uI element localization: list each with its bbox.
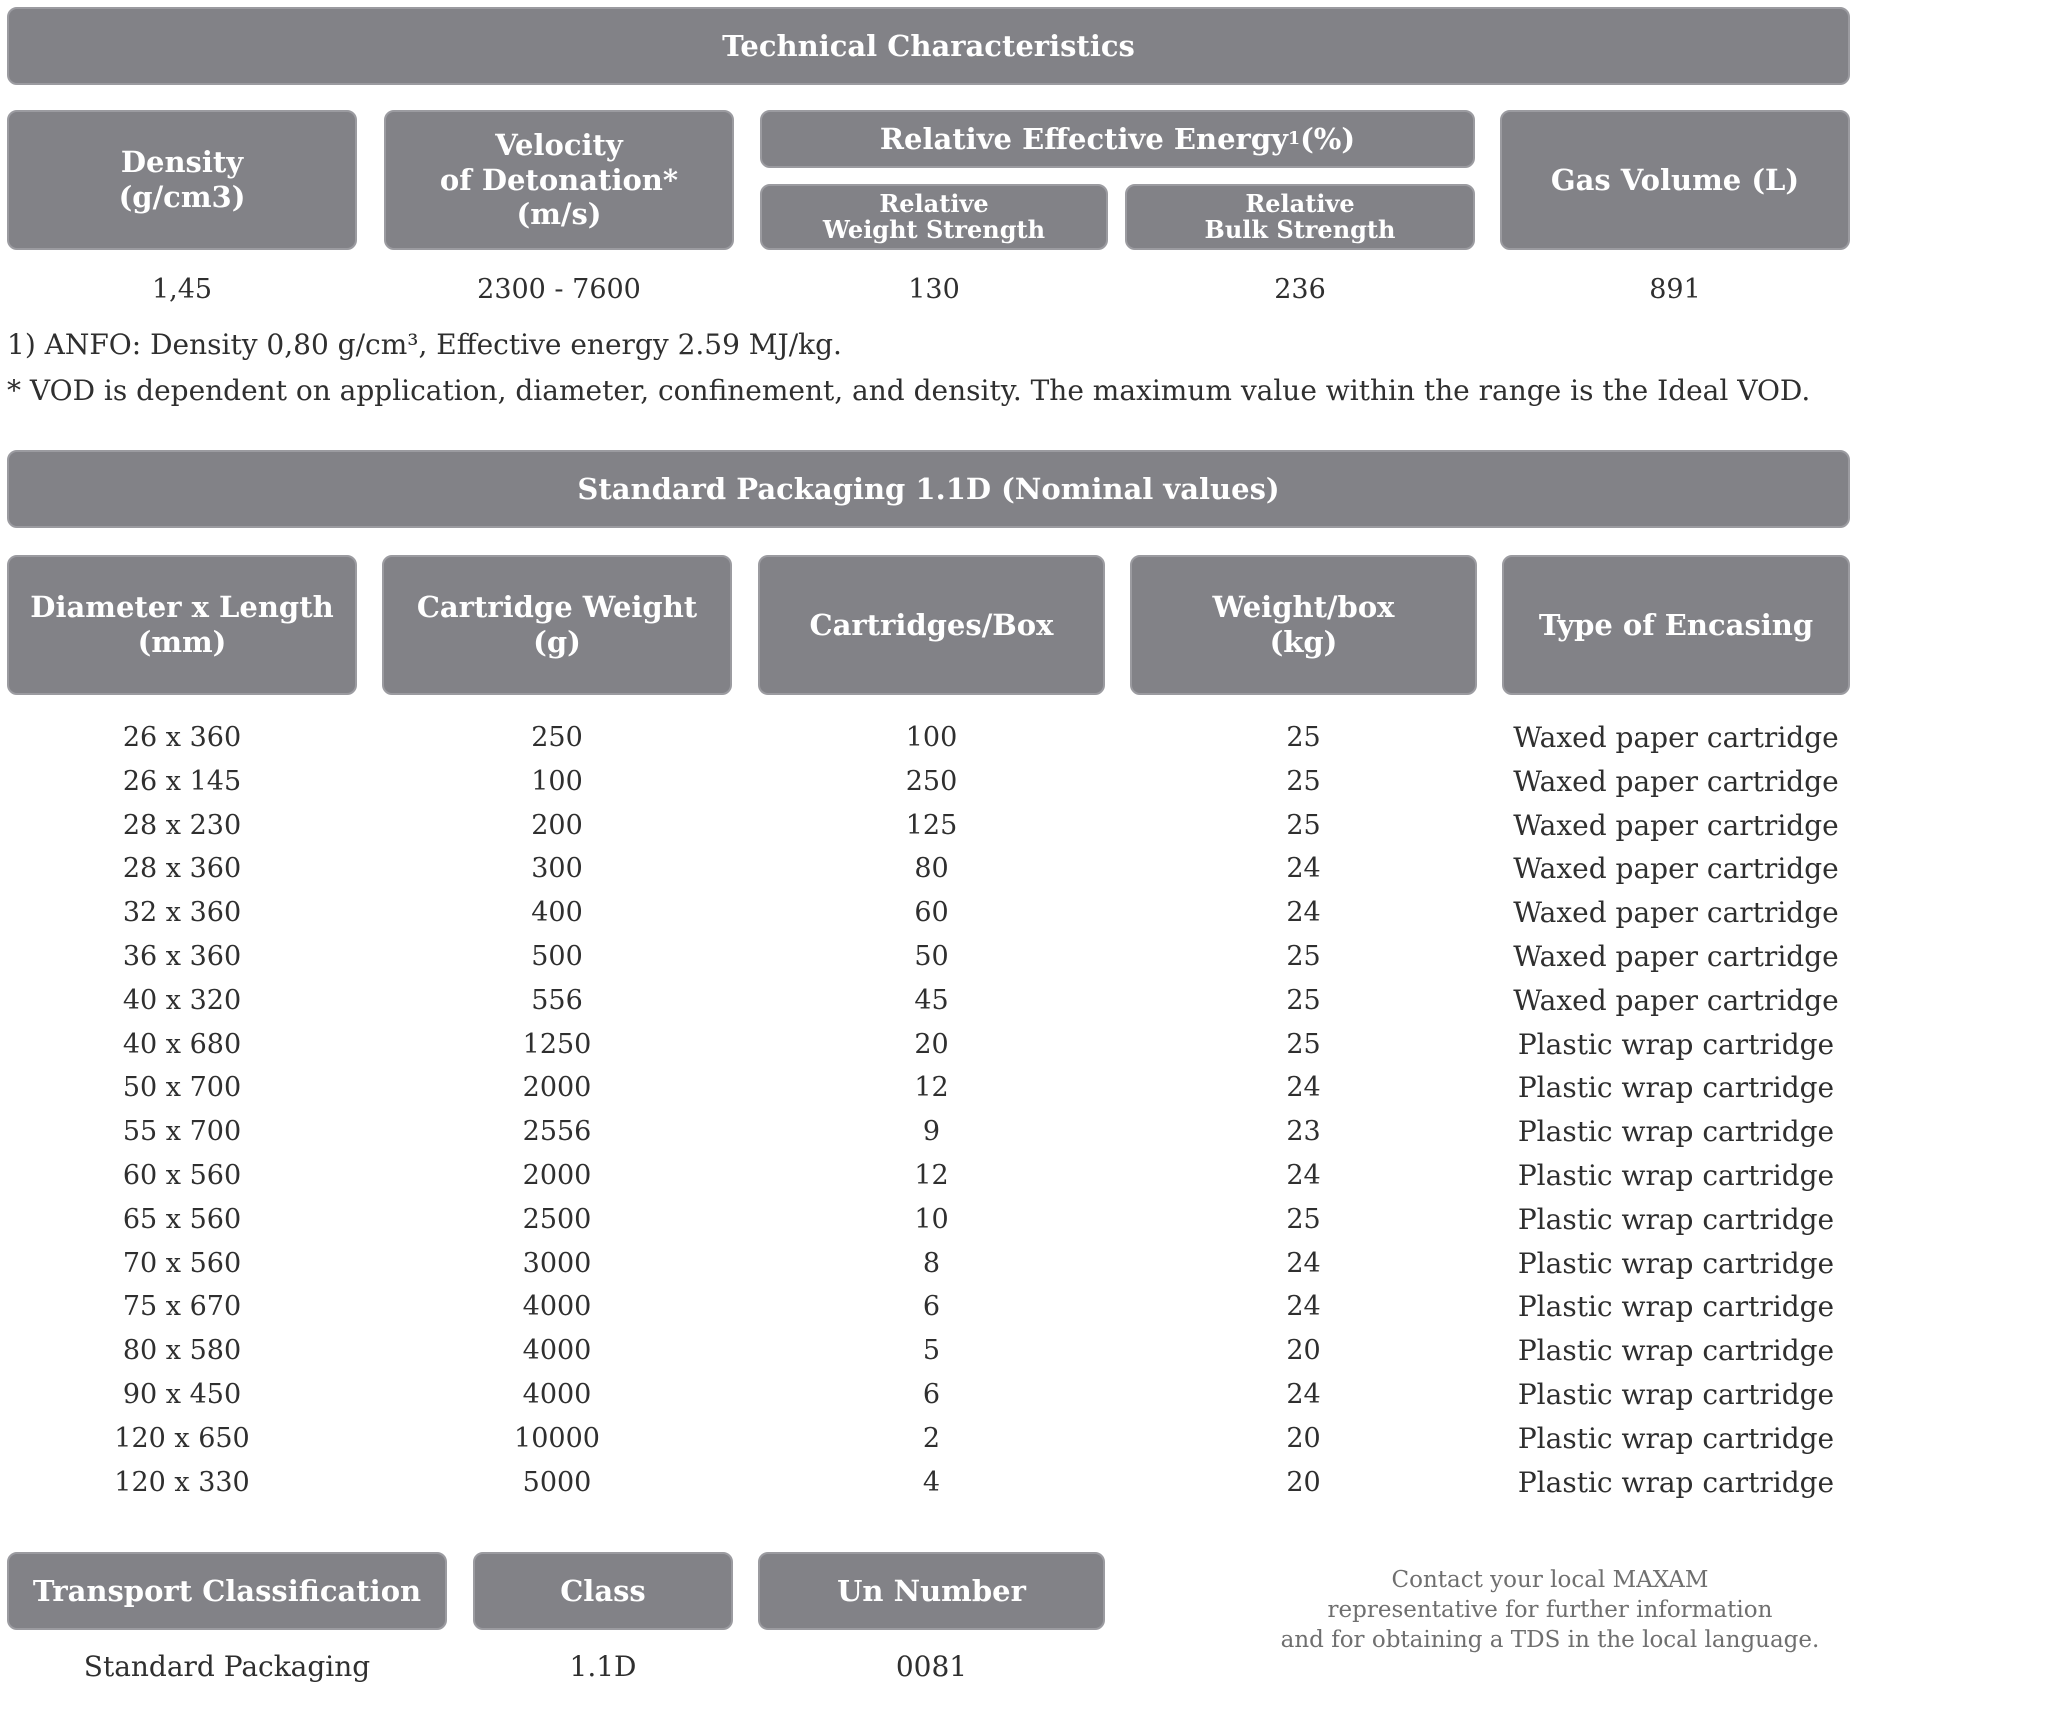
density-value: 1,45: [151, 274, 213, 305]
cell-type-of-encasing: Waxed paper cartridge: [1513, 983, 1839, 1017]
cell-cartridges-box: 50: [914, 941, 949, 972]
cell-diameter-length: 40 x 320: [122, 984, 242, 1016]
table-row: [0, 891, 1850, 935]
cell-diameter-length: 55 x 700: [122, 1116, 242, 1148]
rws-value: 130: [908, 274, 960, 305]
cell-weight-box: 25: [1286, 984, 1321, 1016]
table-row: [0, 1198, 1850, 1242]
contact-line-2: representative for further information: [1327, 1596, 1773, 1623]
transport-classification-value: Standard Packaging: [83, 1650, 371, 1683]
cell-cartridges-box: 125: [905, 809, 958, 841]
vod-label-line2: of Detonation*: [439, 162, 679, 197]
cell-diameter-length: 40 x 680: [122, 1028, 242, 1060]
cell-weight-box: 24: [1286, 1291, 1321, 1323]
col-header-cartridge-weight: [382, 555, 732, 695]
technical-characteristics-header: [7, 7, 1850, 85]
cell-weight-box: 25: [1286, 722, 1321, 753]
contact-note: [1260, 1566, 1840, 1656]
cell-cartridge-weight: 4000: [522, 1291, 592, 1323]
table-row: [0, 1110, 1850, 1154]
cell-diameter-length: 26 x 360: [122, 722, 242, 753]
table-row: [0, 760, 1850, 804]
cell-diameter-length: 32 x 360: [122, 897, 242, 929]
table-row: [0, 847, 1850, 891]
col-header-type-of-encasing-label: Type of Encasing: [1538, 607, 1814, 642]
cell-weight-box: 24: [1286, 1379, 1321, 1410]
footnote-anfo: 1) ANFO: Density 0,80 g/cm³, Effective energy 2.59 MJ/kg.: [7, 328, 842, 361]
col-header-diameter-length: [7, 555, 357, 695]
table-row: [0, 1417, 1850, 1461]
relative-weight-strength-header: [760, 184, 1108, 250]
gas-volume-value: 891: [1649, 274, 1701, 305]
table-row: [0, 1285, 1850, 1329]
cell-cartridge-weight: 100: [531, 765, 583, 797]
table-row: [0, 1066, 1850, 1110]
cell-cartridges-box: 10: [914, 1203, 949, 1235]
transport-classification-header: [7, 1552, 447, 1630]
cell-cartridges-box: 100: [905, 722, 958, 753]
gas-volume-header: [1500, 110, 1850, 250]
col-header-weight-box-unit: (kg): [1269, 625, 1338, 659]
table-row: [0, 1373, 1850, 1417]
cell-diameter-length: 90 x 450: [122, 1379, 242, 1410]
cell-weight-box: 24: [1286, 1072, 1321, 1104]
cell-cartridges-box: 60: [914, 897, 949, 929]
cell-cartridge-weight: 4000: [522, 1335, 592, 1367]
cell-cartridge-weight: 1250: [522, 1028, 592, 1060]
cell-cartridges-box: 8: [922, 1247, 941, 1279]
cell-type-of-encasing: Waxed paper cartridge: [1513, 852, 1839, 886]
rbs-label-line1: Relative: [1245, 188, 1355, 218]
rws-label-line2: Weight Strength: [822, 215, 1046, 244]
contact-line-1: Contact your local MAXAM: [1391, 1567, 1709, 1593]
table-row: [0, 716, 1850, 760]
gas-volume-label: Gas Volume (L): [1550, 162, 1800, 197]
standard-packaging-title: Standard Packaging 1.1D (Nominal values): [577, 471, 1280, 506]
table-row: [0, 1154, 1850, 1198]
relative-effective-energy-header: [760, 110, 1475, 168]
col-header-cartridges-box-label: Cartridges/Box: [809, 607, 1054, 642]
cell-type-of-encasing: Plastic wrap cartridge: [1517, 1465, 1835, 1499]
density-unit: (g/cm3): [118, 180, 246, 214]
cell-type-of-encasing: Plastic wrap cartridge: [1517, 1159, 1835, 1192]
cell-diameter-length: 70 x 560: [122, 1247, 242, 1279]
cell-type-of-encasing: Plastic wrap cartridge: [1517, 1334, 1835, 1368]
cell-diameter-length: 75 x 670: [122, 1291, 242, 1323]
class-header: [473, 1552, 733, 1630]
cell-weight-box: 23: [1286, 1116, 1321, 1148]
cell-weight-box: 20: [1286, 1422, 1321, 1454]
col-header-cartridge-weight-unit: (g): [533, 625, 581, 659]
cell-cartridges-box: 250: [905, 765, 958, 797]
cell-type-of-encasing: Plastic wrap cartridge: [1517, 1290, 1835, 1324]
cell-cartridges-box: 12: [914, 1072, 949, 1104]
cell-cartridge-weight: 2500: [522, 1203, 592, 1235]
transport-classification-label: Transport Classification: [32, 1573, 422, 1608]
contact-line-3: and for obtaining a TDS in the local language.: [1280, 1626, 1820, 1653]
col-header-diameter-length-unit: (mm): [137, 625, 227, 659]
cell-weight-box: 25: [1286, 1203, 1321, 1235]
un-number-header: [758, 1552, 1105, 1630]
cell-type-of-encasing: Waxed paper cartridge: [1513, 940, 1839, 973]
cell-type-of-encasing: Plastic wrap cartridge: [1517, 1115, 1835, 1149]
cell-type-of-encasing: Waxed paper cartridge: [1513, 764, 1839, 798]
cell-cartridge-weight: 556: [531, 984, 583, 1016]
un-number-value: 0081: [895, 1650, 968, 1683]
ree-label: Relative Effective Energy: [879, 121, 1288, 156]
cell-cartridge-weight: 2000: [522, 1160, 592, 1191]
cell-weight-box: 24: [1286, 1160, 1321, 1191]
cell-cartridges-box: 80: [914, 853, 949, 885]
table-row: [0, 935, 1850, 979]
cell-diameter-length: 28 x 360: [122, 853, 242, 885]
col-header-cartridges-box: [758, 555, 1105, 695]
vod-header: [384, 110, 734, 250]
cell-cartridge-weight: 300: [531, 853, 583, 885]
cell-type-of-encasing: Plastic wrap cartridge: [1517, 1246, 1835, 1280]
cell-cartridges-box: 20: [914, 1028, 949, 1060]
rbs-label-line2: Bulk Strength: [1204, 215, 1396, 244]
cell-cartridges-box: 2: [922, 1422, 941, 1454]
cell-diameter-length: 50 x 700: [122, 1072, 242, 1104]
cell-cartridge-weight: 5000: [522, 1466, 592, 1498]
relative-bulk-strength-header: [1125, 184, 1475, 250]
rbs-value: 236: [1274, 274, 1326, 305]
ree-footnote-marker: 1: [1287, 128, 1301, 149]
cell-cartridge-weight: 200: [531, 809, 583, 841]
cell-diameter-length: 120 x 650: [114, 1422, 250, 1454]
cell-cartridges-box: 6: [922, 1379, 941, 1410]
cell-diameter-length: 60 x 560: [122, 1160, 242, 1191]
cell-weight-box: 24: [1286, 897, 1321, 929]
vod-unit: (m/s): [516, 197, 602, 232]
table-row: [0, 804, 1850, 848]
cell-diameter-length: 120 x 330: [114, 1466, 250, 1498]
col-header-weight-box: [1130, 555, 1477, 695]
table-row: [0, 1461, 1850, 1505]
cell-weight-box: 24: [1286, 1247, 1321, 1279]
cell-type-of-encasing: Waxed paper cartridge: [1513, 896, 1839, 930]
class-label: Class: [560, 1573, 646, 1608]
cell-diameter-length: 80 x 580: [122, 1335, 242, 1367]
ree-unit: (%): [1300, 121, 1356, 156]
cell-cartridges-box: 9: [922, 1116, 941, 1148]
technical-characteristics-title: Technical Characteristics: [722, 28, 1135, 63]
cell-type-of-encasing: Waxed paper cartridge: [1513, 721, 1839, 754]
cell-weight-box: 25: [1286, 809, 1321, 841]
cell-weight-box: 25: [1286, 1028, 1321, 1060]
cell-cartridge-weight: 400: [531, 897, 583, 929]
cell-cartridges-box: 45: [914, 984, 949, 1016]
cell-cartridges-box: 4: [922, 1466, 941, 1498]
footnote-vod: * VOD is dependent on application, diameter, confinement, and density. The maximum value within the range is the Ideal VOD.: [7, 374, 1811, 407]
vod-value: 2300 - 7600: [477, 274, 641, 305]
cell-weight-box: 25: [1286, 941, 1321, 972]
cell-cartridges-box: 12: [914, 1160, 949, 1191]
cell-cartridge-weight: 250: [531, 722, 583, 753]
col-header-cartridge-weight-label: Cartridge Weight: [416, 590, 698, 625]
cell-cartridge-weight: 10000: [514, 1422, 600, 1454]
cell-type-of-encasing: Plastic wrap cartridge: [1517, 1202, 1835, 1236]
density-label: Density: [120, 145, 244, 180]
table-row: [0, 1329, 1850, 1373]
standard-packaging-header: [7, 450, 1850, 528]
vod-label-line1: Velocity: [495, 127, 623, 162]
cell-cartridges-box: 5: [922, 1335, 941, 1367]
cell-weight-box: 20: [1286, 1466, 1321, 1498]
cell-cartridge-weight: 2000: [522, 1072, 592, 1104]
col-header-type-of-encasing: [1502, 555, 1850, 695]
cell-diameter-length: 36 x 360: [122, 941, 242, 972]
cell-type-of-encasing: Plastic wrap cartridge: [1517, 1071, 1835, 1105]
cell-type-of-encasing: Plastic wrap cartridge: [1517, 1378, 1835, 1411]
cell-weight-box: 24: [1286, 853, 1321, 885]
col-header-diameter-length-label: Diameter x Length: [30, 590, 334, 625]
col-header-weight-box-label: Weight/box: [1212, 590, 1395, 625]
cell-cartridges-box: 6: [922, 1291, 941, 1323]
rws-label-line1: Relative: [879, 188, 989, 218]
un-number-label: Un Number: [837, 1573, 1026, 1608]
cell-type-of-encasing: Plastic wrap cartridge: [1517, 1027, 1835, 1061]
table-row: [0, 1023, 1850, 1067]
cell-weight-box: 25: [1286, 765, 1321, 797]
table-row: [0, 1242, 1850, 1286]
cell-diameter-length: 26 x 145: [122, 765, 242, 797]
cell-cartridge-weight: 4000: [522, 1379, 592, 1410]
cell-diameter-length: 28 x 230: [122, 809, 242, 841]
density-header: [7, 110, 357, 250]
cell-weight-box: 20: [1286, 1335, 1321, 1367]
cell-cartridge-weight: 2556: [522, 1116, 592, 1148]
class-value: 1.1D: [569, 1650, 637, 1683]
cell-type-of-encasing: Waxed paper cartridge: [1513, 808, 1839, 842]
cell-diameter-length: 65 x 560: [122, 1203, 242, 1235]
cell-cartridge-weight: 500: [531, 941, 583, 972]
cell-cartridge-weight: 3000: [522, 1247, 592, 1279]
cell-type-of-encasing: Plastic wrap cartridge: [1517, 1421, 1835, 1455]
table-row: [0, 979, 1850, 1023]
